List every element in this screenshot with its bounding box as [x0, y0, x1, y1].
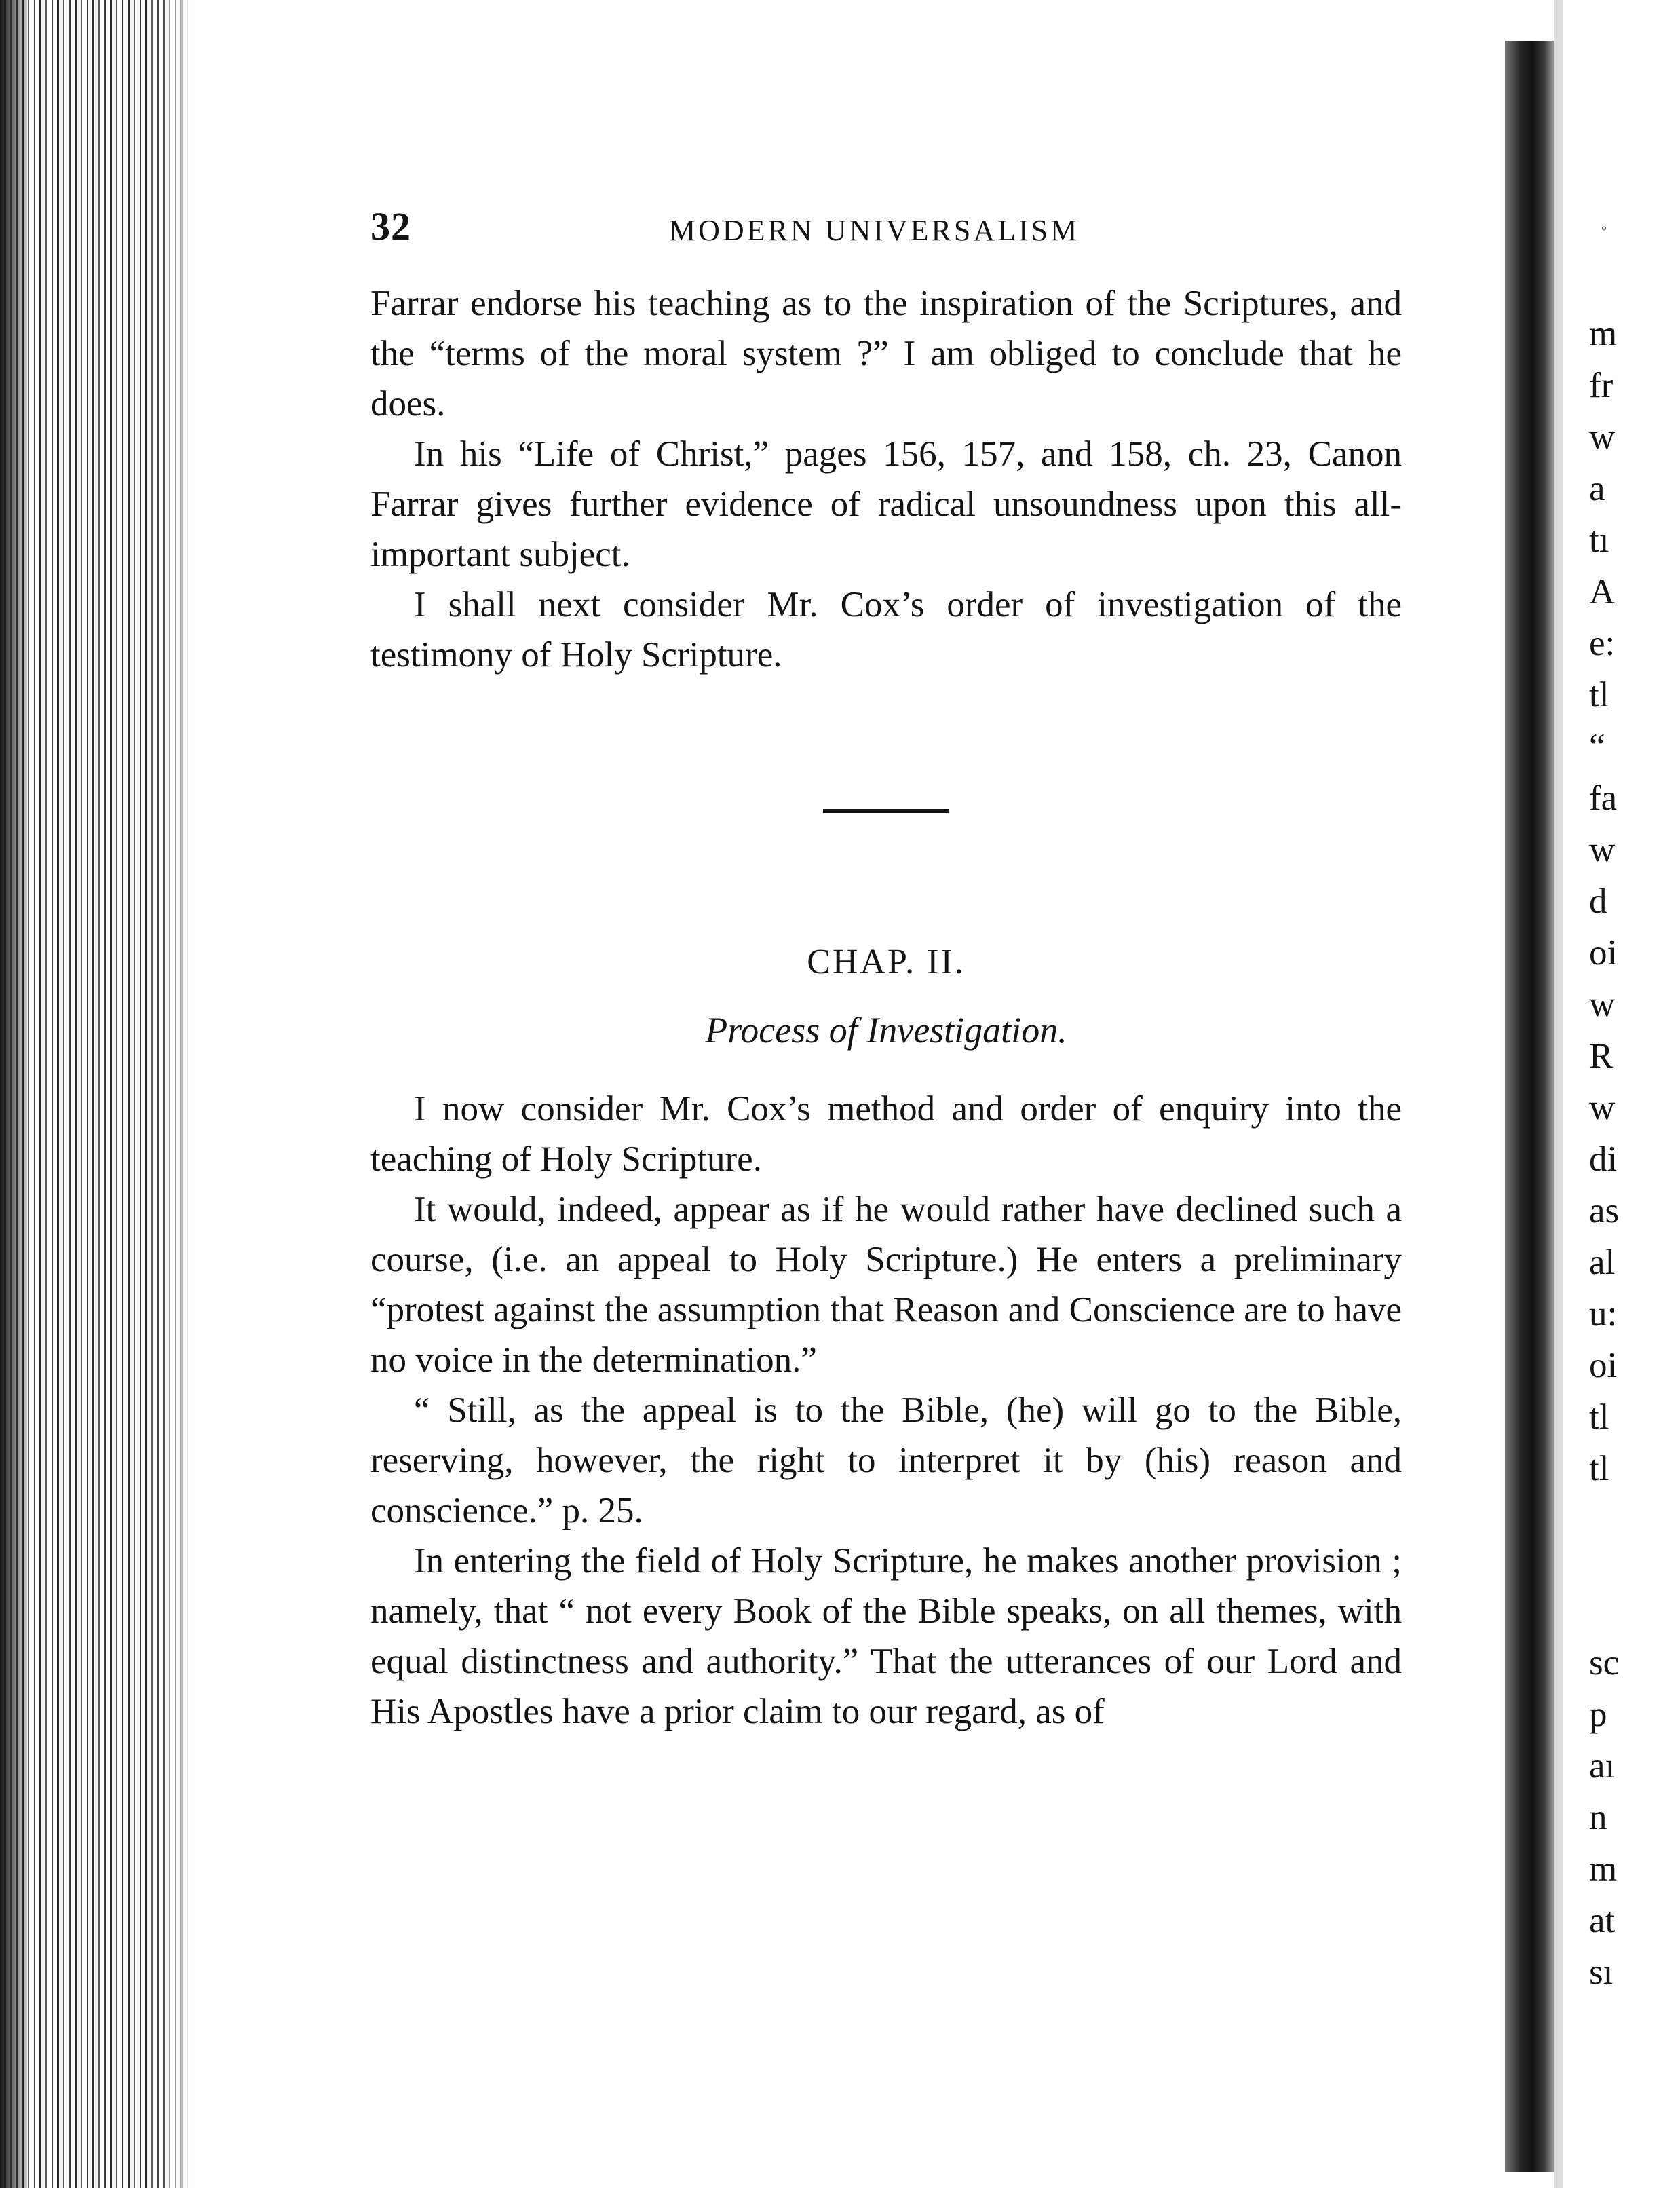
facing-line-fragment: d: [1589, 882, 1607, 921]
facing-line-fragment: w: [1589, 985, 1616, 1024]
paragraph: In his “Life of Christ,” pages 156, 157, and 158, ch. 23, Canon Farrar gives further evidence of radical unsoundness upon this all-important subject.: [370, 434, 1402, 574]
paragraph: I now consider Mr. Cox’s method and order of enquiry into the teaching of Holy Scripture.: [370, 1089, 1402, 1179]
facing-line-fragment: oi: [1589, 1346, 1618, 1385]
paragraph: It would, indeed, appear as if he would rather have declined such a course, (i.e. an appeal to Holy Scripture.) He enters a preliminary “protest against the assumption that Reason and Conscience are to have no voice in the determination.”: [370, 1190, 1402, 1380]
paragraph: I shall next consider Mr. Cox’s order of investigation of the testimony of Holy Scripture.: [370, 585, 1402, 675]
facing-line-fragment: oi: [1589, 933, 1618, 973]
gutter-edge: [1554, 0, 1563, 2188]
facing-line-fragment: fr: [1589, 366, 1614, 405]
facing-line-fragment: sı: [1589, 1953, 1614, 1992]
facing-line-fragment: tl: [1589, 1397, 1609, 1437]
facing-line-fragment: tl: [1589, 1449, 1609, 1488]
section-divider-rule: [823, 809, 949, 813]
facing-line-fragment: p: [1589, 1695, 1607, 1734]
facing-page-mark: °: [1601, 224, 1607, 239]
facing-line-fragment: w: [1589, 417, 1616, 457]
page-number: 32: [370, 204, 411, 248]
page-edge-shadow: [0, 0, 27, 2188]
facing-line-fragment: at: [1589, 1901, 1616, 1940]
facing-page-fragment: [1581, 0, 1680, 2188]
facing-line-fragment: al: [1589, 1243, 1616, 1282]
left-page: [201, 0, 1504, 2188]
paragraph: Farrar endorse his teaching as to the inspiration of the Scriptures, and the “terms of the moral system ?” I am obliged to conclude that he does.: [370, 284, 1402, 423]
facing-line-fragment: tl: [1589, 675, 1609, 715]
facing-line-fragment: aı: [1589, 1746, 1616, 1786]
facing-line-fragment: m: [1589, 1849, 1618, 1889]
facing-line-fragment: w: [1589, 830, 1616, 869]
facing-line-fragment: A: [1589, 572, 1616, 611]
facing-line-fragment: w: [1589, 1088, 1616, 1127]
facing-line-fragment: m: [1589, 314, 1618, 354]
facing-line-fragment: “: [1589, 727, 1605, 766]
facing-line-fragment: di: [1589, 1139, 1618, 1179]
facing-line-fragment: sc: [1589, 1643, 1620, 1682]
facing-line-fragment: u:: [1589, 1294, 1618, 1334]
book-gutter-shadow: [1505, 41, 1554, 2172]
facing-line-fragment: e:: [1589, 624, 1616, 663]
facing-line-fragment: tı: [1589, 521, 1609, 560]
facing-line-fragment: R: [1589, 1036, 1614, 1076]
page-text-block: [370, 204, 1402, 1737]
paragraph: In entering the field of Holy Scripture, he makes another provision ; namely, that “ not every Book of the Bible speaks, on all themes, with equal distinctness and authority.” That the utterances of our Lord and His Apostles have a prior claim to our regard, as of: [370, 1541, 1402, 1731]
chapter-subtitle: Process of Investigation.: [705, 1010, 1067, 1051]
paragraph: “ Still, as the appeal is to the Bible, (he) will go to the Bible, reserving, however, the right to interpret it by (his) reason and conscience.” p. 25.: [370, 1391, 1402, 1530]
chapter-heading: CHAP. II.: [807, 943, 966, 981]
facing-line-fragment: a: [1589, 469, 1605, 508]
facing-line-fragment: fa: [1589, 778, 1618, 818]
facing-line-fragment: as: [1589, 1191, 1620, 1230]
running-head-title: MODERN UNIVERSALISM: [669, 214, 1080, 247]
running-head: [370, 204, 1402, 278]
facing-line-fragment: n: [1589, 1798, 1607, 1837]
